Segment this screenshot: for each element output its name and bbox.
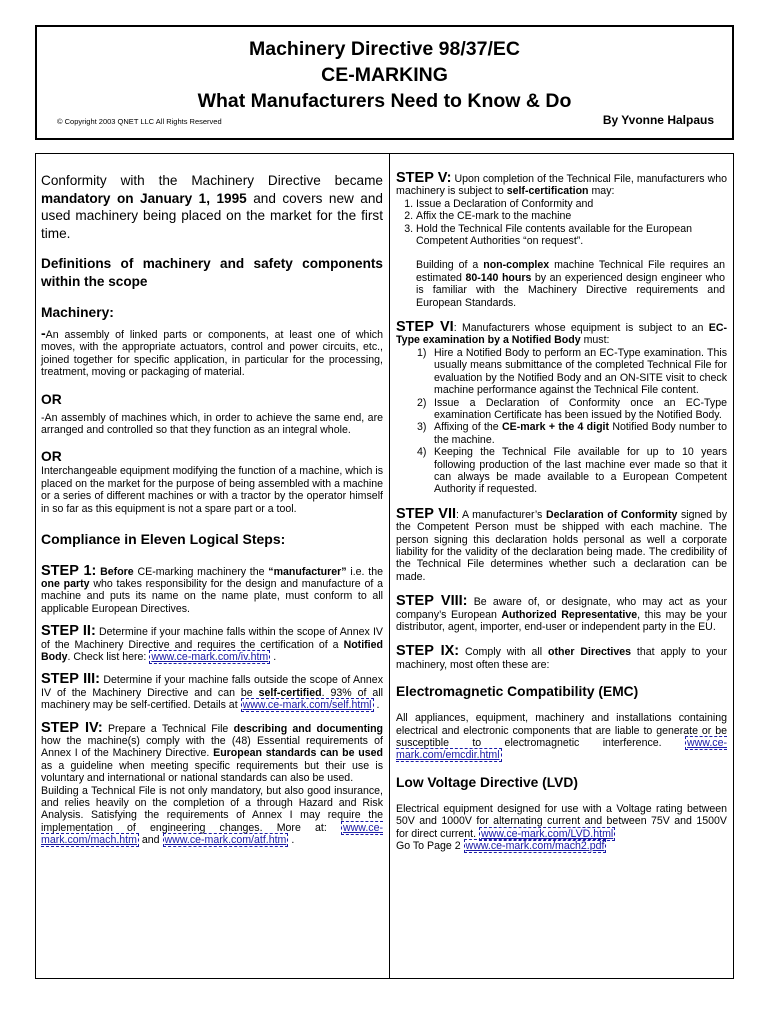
step-9-text-end: that apply to your machinery, most often these are: (396, 646, 727, 671)
definition-dash: - (41, 325, 46, 341)
step-6-must: must: (580, 334, 610, 347)
list-item: 3) Affixing of the CE-mark + the 4 digit Notified Body number to the machine. (417, 421, 727, 446)
definition-2: -An assembly of machines which, in order to achieve the same end, are arranged and controlled so that they function as an integral whole. (41, 411, 383, 437)
step-3-end: . (373, 699, 380, 712)
step-3-details-text: . 93% of all machinery may be self-certified. Details at (41, 686, 383, 712)
goto-text: Go To Page 2 (396, 840, 464, 853)
content-box (35, 153, 734, 979)
step-6-ec-type: EC-Type examination by a Notified Body (396, 322, 727, 347)
step-4-end: . (288, 834, 295, 847)
step-1-text-c: who takes responsibility for the design and manufacture of a machine and puts its name on the name plate, must conform to all applicable European Directives. (41, 577, 383, 615)
step-5-text: Upon completion of the Technical File, manufacturers who machinery is subject to (396, 173, 727, 198)
emc-heading: Electromagnetic Compatibility (EMC) (396, 684, 639, 700)
list-item-text: Issue a Declaration of Conformity once an EC-Type examination Certificate has been issued by the Notified Body. (434, 396, 727, 421)
document-title-subtitle: What Manufacturers Need to Know & Do (197, 90, 572, 112)
step-5-may: may: (588, 185, 615, 198)
list-item-text: Keeping the Technical File available for up to 10 years following production of the last machine ever made so that it can always be made available to a European Competent Authority if requested. (434, 446, 727, 496)
step-3-self-certified: self-certified (258, 686, 322, 699)
lvd-text: Electrical equipment designed for use with a Voltage rating between 50V and 1000V for alternating current and between 75V and 1500V for direct current. (396, 802, 727, 840)
step-7-text-end: signed by the Competent Person must be shipped with each machine. The person signing this declaration holds personal as well a corporate liability for the validity of the declaration being made. The credibility of the Technical File determines whether such a declaration can be made. (396, 508, 727, 583)
step-8-label: STEP VIII: (396, 593, 468, 610)
effort-text-b: machine Technical File requires an estimated (416, 259, 725, 284)
step-6-list (396, 347, 727, 496)
document-title-directive: Machinery Directive 98/37/EC (249, 38, 520, 60)
intro-text-end: and covers new and used machinery being placed on the market for the first time. (41, 190, 383, 241)
emc-description (396, 712, 727, 762)
left-column (36, 154, 390, 978)
emc-link[interactable]: www.ce-mark.com/emcdir.html (396, 737, 727, 762)
step-1-text-a: CE-marking machinery the (133, 565, 269, 578)
effort-text-c: by an experienced design engineer who is familiar with the Machinery Directive requirements and European Standards. (416, 271, 726, 309)
list-item-text: Affixing of the (434, 421, 502, 434)
step-7 (396, 505, 727, 583)
step-3-label: STEP III: (41, 671, 100, 688)
list-item: 3. Hold the Technical File contents available for the European Competent Authorities “on request”. (416, 223, 727, 248)
step-9-other-directives: other Directives (548, 646, 632, 659)
goto-page-2 (396, 840, 727, 852)
step-2 (41, 625, 383, 663)
list-item: 4) Keeping the Technical File available for up to 10 years following production of the last machine ever made so that it can always be made available to a European Competent Authority if requested. (417, 446, 727, 496)
step-4 (41, 719, 384, 785)
step-2-end: . (270, 651, 277, 663)
effort-text-a: Building of a (416, 259, 484, 272)
intro-text: Conformity with the Machinery Directive became (41, 173, 383, 188)
step-3-text: Determine if your machine falls outside the scope of Annex IV of the Machinery Directive and can be (41, 674, 383, 699)
step-2-notified-body: Notified Body (41, 638, 383, 663)
step-9 (396, 645, 727, 671)
effort-hours: 80-140 hours (465, 271, 532, 284)
ce-mark-digit: CE-mark + the 4 digit (501, 421, 610, 434)
step-5 (396, 172, 727, 198)
step-7-label: STEP VII (396, 505, 457, 522)
step-7-text: : A manufacturer’s (456, 508, 546, 521)
self-certification-link[interactable]: www.ce-mark.com/self.html (242, 699, 372, 712)
list-item: 1. Issue a Declaration of Conformity and (416, 198, 727, 210)
document-title-ce-marking: CE-MARKING (321, 64, 448, 86)
step-4-and: and (138, 834, 163, 847)
step-4-text-c: as a guideline when meeting specific requirements but their use is voluntary and international or national standards can also be used. (41, 759, 383, 785)
compliance-heading: Compliance in Eleven Logical Steps: (41, 531, 286, 548)
step-4-describing: describing and documenting (233, 722, 384, 735)
effort-non-complex: non-complex (483, 259, 550, 272)
step-4-technical-file-text: Building a Technical File is not only mandatory, but also good insurance, and relies heavily on the completion of a through Hazard and Risk Analysis. Satisfying the requirements of Annex I may require the implementation of engineering changes. More at: (41, 784, 383, 834)
step-5-label: STEP V: (396, 170, 452, 186)
list-item-text: Hire a Notified Body to perform an EC-Type examination. This usually means submittance of the completed Technical File for evaluation by the Notified Body and an ON-SITE visit to check machine performance against the Technical File content. (434, 346, 727, 397)
list-item: 2) Issue a Declaration of Conformity once an EC-Type examination Certificate has been issued by the Notified Body. (417, 396, 727, 421)
page-2-link[interactable]: www.ce-mark.com/mach2.pdf (465, 840, 605, 853)
copyright-notice: © Copyright 2003 QNET LLC All Rights Reserved (57, 117, 222, 126)
title-box (35, 25, 734, 140)
step-1-one-party: one party (41, 577, 90, 590)
step-4-text-a: Prepare a Technical File (102, 722, 234, 735)
intro-paragraph (41, 172, 383, 242)
step-1-before: Before (100, 565, 134, 578)
step-3 (41, 673, 383, 711)
list-item-text-end: Notified Body number to the machine. (434, 421, 727, 446)
step-4-standards: European standards can be used (213, 747, 383, 760)
step-7-declaration: Declaration of Conformity (545, 508, 678, 521)
step-1-label: STEP 1: (41, 562, 97, 579)
step-9-text: Comply with all (459, 646, 548, 659)
step-4-text-b: how the machine(s) comply with the (48) Essential requirements of Annex I of the Machinery Directive. (41, 735, 383, 760)
intro-mandatory-date: mandatory on January 1, 1995 (41, 190, 247, 206)
or-separator-1: OR (41, 391, 62, 407)
list-item: 2. Affix the CE-mark to the machine (416, 210, 727, 222)
step-9-label: STEP IX: (396, 643, 460, 660)
definition-1-text: An assembly of linked parts or components, at least one of which moves, with the appropriate actuators, control and power circuits, etc., joined together for specific application, in particular for the processing, treatment, moving or packaging of material. (41, 329, 383, 379)
lvd-link[interactable]: www.ce-mark.com/LVD.html (481, 827, 614, 840)
emc-text: All appliances, equipment, machinery and installations containing electrical and electronic components that are liable to generate or be susceptible to electromagnetic interference. (396, 712, 727, 750)
step-8-authorized-rep: Authorized Representative (501, 608, 638, 621)
lvd-heading: Low Voltage Directive (LVD) (396, 774, 578, 790)
step-1-text-b: i.e. the (346, 565, 383, 578)
step-5-list (396, 198, 727, 248)
lvd-description (396, 803, 727, 840)
annex-iv-link[interactable]: www.ce-mark.com/iv.htm (151, 651, 269, 663)
author-byline: By Yvonne Halpaus (602, 113, 714, 127)
list-item: 1) Hire a Notified Body to perform an EC-Type examination. This usually means submittance of the completed Technical File for evaluation by the Notified Body and an ON-SITE visit to check machine performance against the Technical File content. (417, 346, 727, 397)
machinery-link[interactable]: www.ce-mark.com/mach.htm (41, 821, 383, 847)
step-6-label: STEP VI (396, 319, 454, 336)
technical-file-link[interactable]: www.ce-mark.com/atf.htm (164, 834, 287, 847)
definitions-heading: Definitions of machinery and safety components within the scope (41, 256, 383, 289)
step-5-effort-note (396, 259, 727, 309)
machinery-heading: Machinery: (41, 305, 114, 320)
step-1 (41, 562, 383, 616)
step-6-text: : Manufacturers whose equipment is subject to an (453, 322, 709, 335)
step-8-text: Be aware of, or designate, who may act as your company’s European (396, 596, 727, 621)
step-1-manufacturer: “manufacturer” (268, 565, 347, 578)
definition-1 (41, 327, 383, 379)
step-2-checklist-text: . Check list here: (67, 651, 150, 663)
step-2-label: STEP II: (41, 623, 96, 640)
step-8 (396, 595, 727, 633)
step-4-label: STEP IV: (41, 719, 103, 736)
right-column (390, 154, 733, 978)
step-2-text: Determine if your machine falls within the scope of Annex IV of the Machinery Directive and requires the certification of a (41, 626, 383, 651)
step-6 (396, 321, 727, 347)
definition-3: Interchangeable equipment modifying the function of a machine, which is placed on the market for the purpose of being assembled with a machine or a series of different machines or with a tractor by the operator himself in so far as this equipment is not a spare part or a tool. (41, 465, 383, 515)
step-4-technical-file (41, 785, 383, 847)
or-separator-2: OR (41, 449, 62, 465)
step-8-text-end: , this may be your distributor, agent, importer, end-user or independent party in the EU. (396, 608, 728, 633)
step-5-self-certification: self-certification (506, 185, 589, 198)
